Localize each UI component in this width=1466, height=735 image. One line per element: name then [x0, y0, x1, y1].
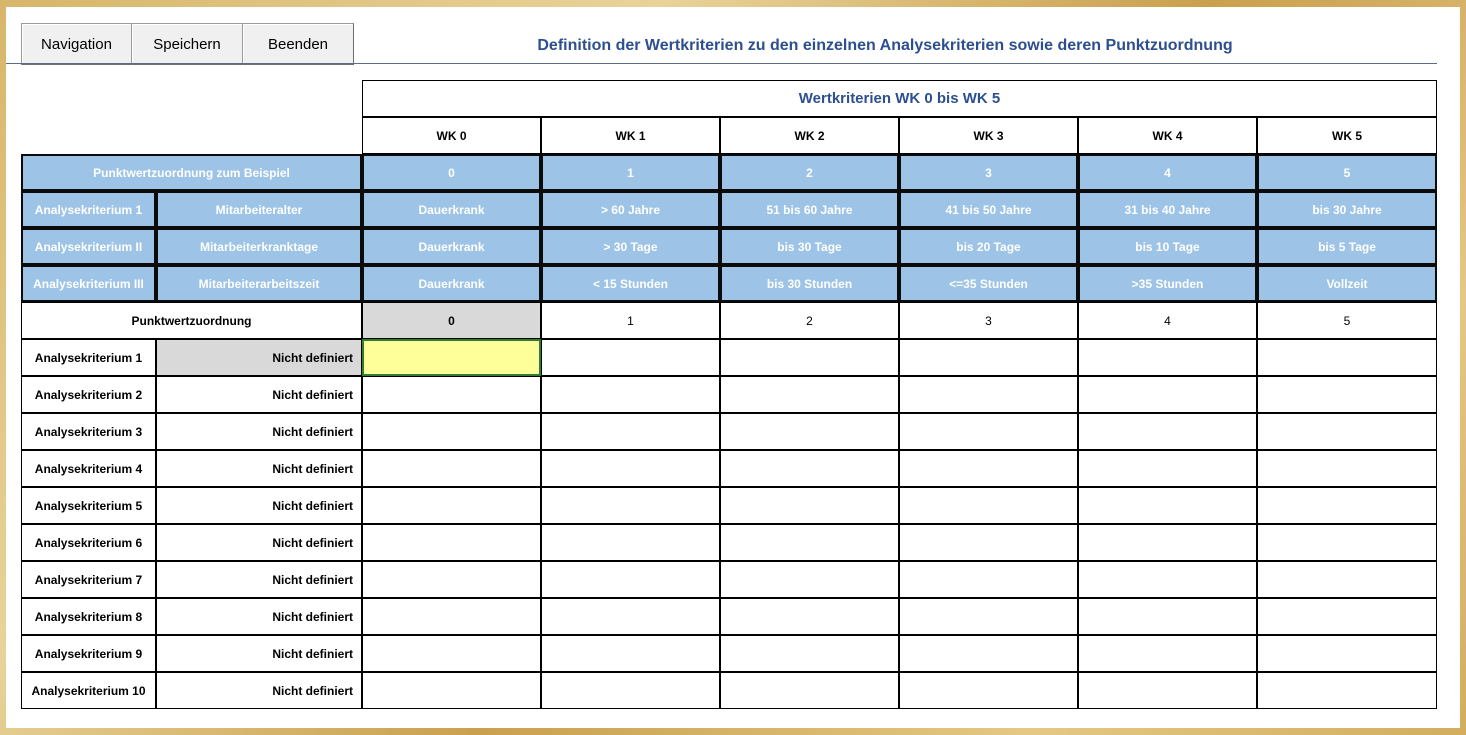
column-header[interactable]: WK 0 — [362, 117, 541, 154]
value-input-cell[interactable] — [720, 561, 899, 598]
value-input-cell[interactable] — [1257, 561, 1437, 598]
value-input-cell[interactable] — [541, 635, 720, 672]
value-input-cell[interactable] — [899, 376, 1078, 413]
criterion-status[interactable]: Nicht definiert — [156, 487, 362, 524]
criterion-label[interactable]: Analysekriterium 7 — [21, 561, 156, 598]
navigation-button[interactable]: Navigation — [21, 23, 132, 65]
value-input-cell[interactable] — [720, 524, 899, 561]
value-input-cell[interactable] — [720, 450, 899, 487]
value-input-cell[interactable] — [1078, 487, 1257, 524]
example-point-cell[interactable]: 5 — [1257, 154, 1437, 191]
criterion-status[interactable]: Nicht definiert — [156, 450, 362, 487]
page-title: Definition der Wertkriterien zu den einzelnen Analysekriterien sowie deren Punktzuordnung — [537, 37, 1233, 54]
value-input-cell[interactable] — [362, 413, 541, 450]
example-value-cell[interactable]: bis 20 Tage — [899, 228, 1078, 265]
criterion-label[interactable]: Analysekriterium 2 — [21, 376, 156, 413]
example-value-cell[interactable]: bis 5 Tage — [1257, 228, 1437, 265]
value-input-cell[interactable] — [362, 450, 541, 487]
value-input-cell[interactable] — [1257, 339, 1437, 376]
points-row-cell[interactable]: 4 — [1078, 302, 1257, 339]
title-divider — [6, 63, 1437, 64]
points-row-cell[interactable]: 2 — [720, 302, 899, 339]
value-input-cell[interactable] — [541, 413, 720, 450]
value-input-cell[interactable] — [362, 561, 541, 598]
value-input-cell[interactable] — [1078, 672, 1257, 709]
criterion-status[interactable]: Nicht definiert — [156, 339, 362, 376]
value-input-cell[interactable] — [720, 635, 899, 672]
spreadsheet-sheet — [6, 7, 1460, 728]
value-input-cell[interactable] — [899, 672, 1078, 709]
criterion-status[interactable]: Nicht definiert — [156, 524, 362, 561]
example-point-cell[interactable]: 1 — [541, 154, 720, 191]
value-input-cell[interactable] — [362, 672, 541, 709]
value-input-cell[interactable] — [720, 413, 899, 450]
value-input-cell[interactable] — [899, 339, 1078, 376]
example-value-cell[interactable]: 31 bis 40 Jahre — [1078, 191, 1257, 228]
points-row-label[interactable]: Punktwertzuordnung — [21, 302, 362, 339]
criterion-status[interactable]: Nicht definiert — [156, 561, 362, 598]
criterion-status[interactable]: Nicht definiert — [156, 413, 362, 450]
value-input-cell[interactable] — [720, 672, 899, 709]
save-button[interactable]: Speichern — [131, 23, 243, 65]
example-value-cell[interactable]: bis 30 Jahre — [1257, 191, 1437, 228]
value-input-cell[interactable] — [1257, 376, 1437, 413]
selected-cell[interactable] — [362, 339, 541, 376]
example-value-cell[interactable]: > 30 Tage — [541, 228, 720, 265]
value-input-cell[interactable] — [899, 524, 1078, 561]
value-input-cell[interactable] — [1257, 450, 1437, 487]
value-input-cell[interactable] — [1078, 635, 1257, 672]
value-input-cell[interactable] — [1078, 561, 1257, 598]
value-input-cell[interactable] — [899, 487, 1078, 524]
example-value-cell[interactable]: Dauerkrank — [362, 228, 541, 265]
example-criterion-name[interactable]: Mitarbeiteralter — [156, 191, 362, 228]
value-input-cell[interactable] — [1257, 487, 1437, 524]
value-input-cell[interactable] — [1257, 635, 1437, 672]
example-points-label[interactable]: Punktwertzuordnung zum Beispiel — [21, 154, 362, 191]
value-input-cell[interactable] — [541, 450, 720, 487]
criterion-label[interactable]: Analysekriterium 1 — [21, 339, 156, 376]
value-input-cell[interactable] — [1257, 413, 1437, 450]
example-value-cell[interactable]: >35 Stunden — [1078, 265, 1257, 302]
example-point-cell[interactable]: 2 — [720, 154, 899, 191]
points-row-cell[interactable]: 5 — [1257, 302, 1437, 339]
example-criterion-name[interactable]: Mitarbeiterkranktage — [156, 228, 362, 265]
criterion-label[interactable]: Analysekriterium 10 — [21, 672, 156, 709]
example-value-cell[interactable]: bis 10 Tage — [1078, 228, 1257, 265]
example-value-cell[interactable]: 41 bis 50 Jahre — [899, 191, 1078, 228]
value-input-cell[interactable] — [1078, 598, 1257, 635]
example-value-cell[interactable]: bis 30 Stunden — [720, 265, 899, 302]
example-value-cell[interactable]: Dauerkrank — [362, 191, 541, 228]
column-header[interactable]: WK 4 — [1078, 117, 1257, 154]
value-input-cell[interactable] — [1257, 672, 1437, 709]
value-input-cell[interactable] — [1078, 339, 1257, 376]
value-input-cell[interactable] — [1078, 524, 1257, 561]
value-input-cell[interactable] — [1078, 376, 1257, 413]
criterion-status[interactable]: Nicht definiert — [156, 635, 362, 672]
example-value-cell[interactable]: > 60 Jahre — [541, 191, 720, 228]
value-input-cell[interactable] — [720, 339, 899, 376]
example-point-cell[interactable]: 3 — [899, 154, 1078, 191]
value-input-cell[interactable] — [362, 635, 541, 672]
value-input-cell[interactable] — [720, 598, 899, 635]
criterion-label[interactable]: Analysekriterium 8 — [21, 598, 156, 635]
value-input-cell[interactable] — [720, 376, 899, 413]
column-header[interactable]: WK 3 — [899, 117, 1078, 154]
value-input-cell[interactable] — [720, 487, 899, 524]
example-value-cell[interactable]: 51 bis 60 Jahre — [720, 191, 899, 228]
criterion-status[interactable]: Nicht definiert — [156, 598, 362, 635]
value-input-cell[interactable] — [541, 487, 720, 524]
exit-button[interactable]: Beenden — [242, 23, 354, 65]
column-header[interactable]: WK 2 — [720, 117, 899, 154]
value-input-cell[interactable] — [899, 450, 1078, 487]
value-input-cell[interactable] — [899, 598, 1078, 635]
example-value-cell[interactable]: < 15 Stunden — [541, 265, 720, 302]
value-input-cell[interactable] — [541, 524, 720, 561]
value-input-cell[interactable] — [362, 376, 541, 413]
criterion-status[interactable]: Nicht definiert — [156, 376, 362, 413]
criterion-status[interactable]: Nicht definiert — [156, 672, 362, 709]
value-input-cell[interactable] — [541, 598, 720, 635]
criterion-label[interactable]: Analysekriterium 4 — [21, 450, 156, 487]
criterion-label[interactable]: Analysekriterium 3 — [21, 413, 156, 450]
value-input-cell[interactable] — [541, 561, 720, 598]
example-value-cell[interactable]: bis 30 Tage — [720, 228, 899, 265]
value-input-cell[interactable] — [899, 561, 1078, 598]
points-row-cell[interactable]: 1 — [541, 302, 720, 339]
points-row-cell[interactable]: 0 — [362, 302, 541, 339]
criterion-label[interactable]: Analysekriterium 5 — [21, 487, 156, 524]
points-row-cell[interactable]: 3 — [899, 302, 1078, 339]
example-point-cell[interactable]: 0 — [362, 154, 541, 191]
example-criterion-name[interactable]: Mitarbeiterarbeitszeit — [156, 265, 362, 302]
value-input-cell[interactable] — [899, 635, 1078, 672]
value-input-cell[interactable] — [541, 376, 720, 413]
example-value-cell[interactable]: Dauerkrank — [362, 265, 541, 302]
example-criterion-label[interactable]: Analysekriterium 1 — [21, 191, 156, 228]
example-value-cell[interactable]: Vollzeit — [1257, 265, 1437, 302]
value-input-cell[interactable] — [541, 339, 720, 376]
value-input-cell[interactable] — [1257, 598, 1437, 635]
value-input-cell[interactable] — [362, 598, 541, 635]
example-criterion-label[interactable]: Analysekriterium III — [21, 265, 156, 302]
value-input-cell[interactable] — [899, 413, 1078, 450]
example-point-cell[interactable]: 4 — [1078, 154, 1257, 191]
value-input-cell[interactable] — [541, 672, 720, 709]
wk-group-header[interactable]: Wertkriterien WK 0 bis WK 5 — [362, 80, 1437, 117]
column-header[interactable]: WK 5 — [1257, 117, 1437, 154]
value-input-cell[interactable] — [1078, 413, 1257, 450]
criterion-label[interactable]: Analysekriterium 6 — [21, 524, 156, 561]
value-input-cell[interactable] — [1078, 450, 1257, 487]
column-header[interactable]: WK 1 — [541, 117, 720, 154]
criterion-label[interactable]: Analysekriterium 9 — [21, 635, 156, 672]
value-input-cell[interactable] — [362, 524, 541, 561]
value-input-cell[interactable] — [1257, 524, 1437, 561]
value-input-cell[interactable] — [362, 487, 541, 524]
example-criterion-label[interactable]: Analysekriterium II — [21, 228, 156, 265]
example-value-cell[interactable]: <=35 Stunden — [899, 265, 1078, 302]
